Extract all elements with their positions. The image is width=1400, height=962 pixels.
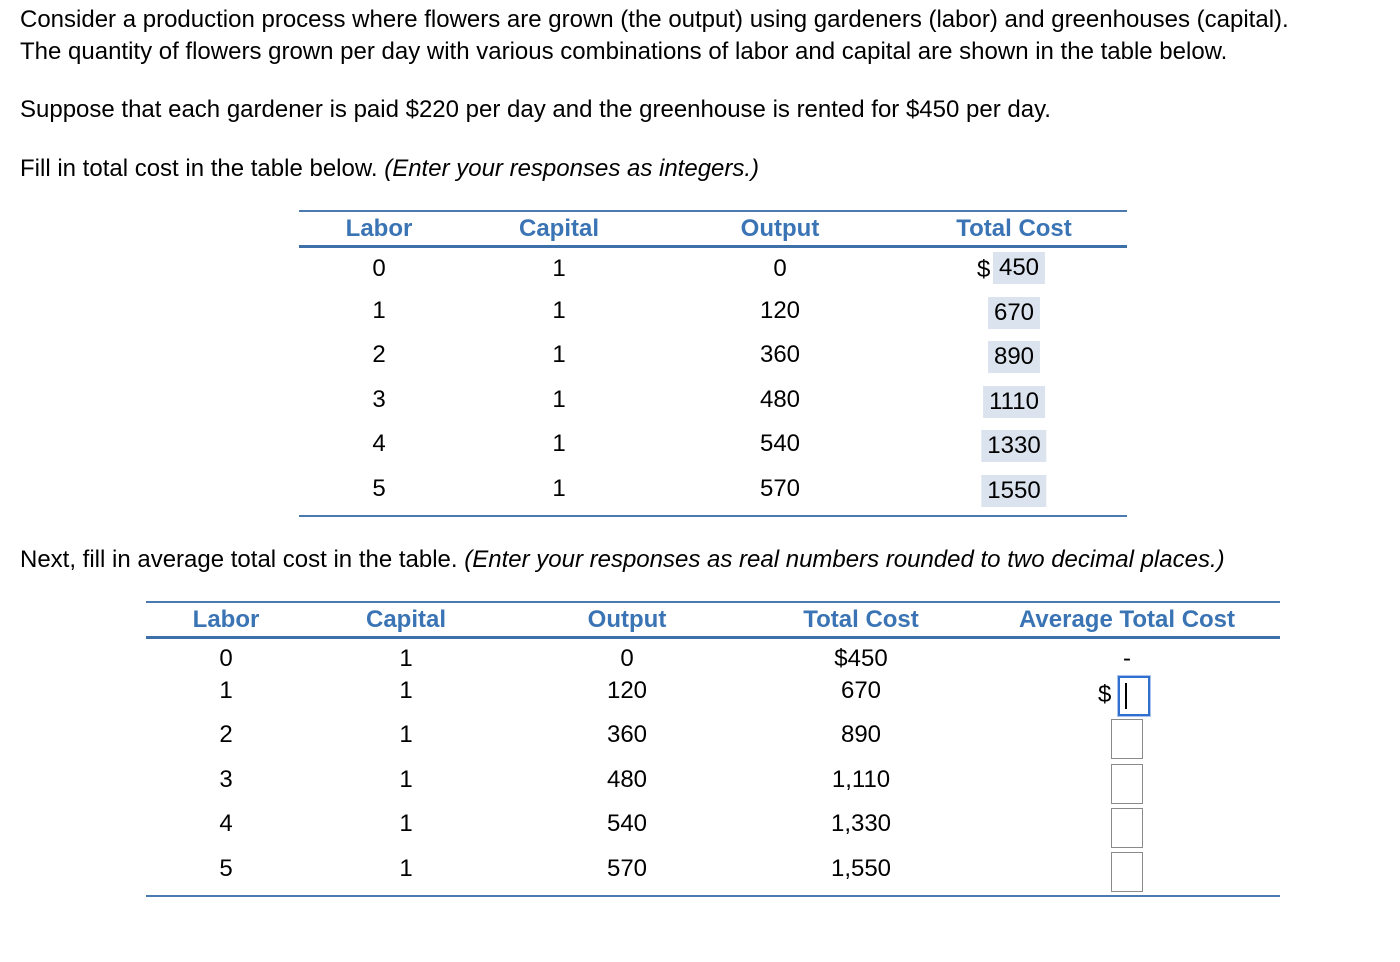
table-row-labor: 0 <box>372 255 386 282</box>
table-row-labor: 3 <box>219 766 233 793</box>
table-row-output: 360 <box>606 721 648 748</box>
total-cost-answer: 1330 <box>981 430 1046 462</box>
table-row-output: 120 <box>606 677 648 704</box>
table-row-capital: 1 <box>399 645 413 672</box>
table-bottom-rule <box>146 895 1280 897</box>
instruction-italic: (Enter your responses as real numbers rounded to two decimal places.) <box>464 546 1225 573</box>
header-total-cost: Total Cost <box>803 606 919 633</box>
table-row-labor: 4 <box>219 810 233 837</box>
table-bottom-rule <box>299 515 1127 517</box>
table-row-total-cost: 1,550 <box>830 855 892 882</box>
header-output: Output <box>740 215 820 242</box>
header-labor: Labor <box>345 215 413 242</box>
table-header-rule <box>146 636 1280 639</box>
table-row-total-cost: 1,330 <box>830 810 892 837</box>
table-top-rule <box>146 601 1280 603</box>
intro-line-1: Consider a production process where flowers are grown (the output) using gardeners (labor) and greenhouses (capital). <box>20 6 1289 33</box>
table-row-labor: 5 <box>219 855 233 882</box>
instruction-plain: Next, fill in average total cost in the table. <box>20 546 465 573</box>
cost-assumption: Suppose that each gardener is paid $220 per day and the greenhouse is rented for $450 per day. <box>20 96 1051 123</box>
total-cost-answer: 670 <box>988 297 1040 329</box>
table-row-output: 0 <box>620 645 634 672</box>
table-row-output: 480 <box>759 386 801 413</box>
intro-line-2: The quantity of flowers grown per day with various combinations of labor and capital are shown in the table below. <box>20 38 1228 65</box>
table-row-capital: 1 <box>552 475 566 502</box>
table-row-capital: 1 <box>399 810 413 837</box>
table-row-labor: 0 <box>219 645 233 672</box>
header-average-total-cost: Average Total Cost <box>1018 606 1236 633</box>
table-row-total-cost: $450 <box>834 645 888 672</box>
total-cost-answer: 450 <box>993 252 1045 284</box>
instruction-total-cost <box>20 153 759 185</box>
table-row-capital: 1 <box>399 721 413 748</box>
table-row-capital: 1 <box>552 386 566 413</box>
average-cost-input-labor-1[interactable] <box>1118 676 1150 716</box>
table-row-labor: 4 <box>372 430 386 457</box>
total-cost-answer: 1110 <box>983 386 1045 418</box>
table-row-total-cost: 670 <box>840 677 882 704</box>
instruction-plain: Fill in total cost in the table below. <box>20 155 385 182</box>
average-cost-input-labor-4[interactable] <box>1111 808 1143 848</box>
table-row-output: 540 <box>759 430 801 457</box>
table-row-capital: 1 <box>399 677 413 704</box>
table-row-total-cost: 890 <box>840 721 882 748</box>
table-row-output: 0 <box>773 255 787 282</box>
table-top-rule <box>299 210 1127 212</box>
table-row-labor: 1 <box>372 297 386 324</box>
table-header-rule <box>299 245 1127 248</box>
table-row-capital: 1 <box>552 430 566 457</box>
header-total-cost: Total Cost <box>956 215 1072 242</box>
average-cost-dash: - <box>1123 645 1131 672</box>
average-cost-input-labor-5[interactable] <box>1111 852 1143 892</box>
total-cost-table <box>299 210 1127 520</box>
dollar-sign: $ <box>977 256 991 283</box>
average-cost-input-labor-3[interactable] <box>1111 764 1143 804</box>
table-row-output: 120 <box>759 297 801 324</box>
table-row-output: 570 <box>759 475 801 502</box>
table-row-capital: 1 <box>552 297 566 324</box>
table-row-labor: 5 <box>372 475 386 502</box>
total-cost-answer: 890 <box>988 341 1040 373</box>
table-row-output: 360 <box>759 341 801 368</box>
table-row-output: 570 <box>606 855 648 882</box>
table-row-labor: 1 <box>219 677 233 704</box>
instruction-average-cost <box>20 544 1225 576</box>
table-row-total-cost: 1,110 <box>831 766 891 793</box>
table-row-capital: 1 <box>552 341 566 368</box>
table-row-labor: 2 <box>372 341 386 368</box>
header-capital: Capital <box>518 215 600 242</box>
average-total-cost-table <box>146 601 1280 899</box>
text-cursor <box>1125 683 1127 709</box>
table-row-labor: 3 <box>372 386 386 413</box>
table-row-labor: 2 <box>219 721 233 748</box>
header-output: Output <box>587 606 667 633</box>
table-row-capital: 1 <box>399 766 413 793</box>
table-row-output: 540 <box>606 810 648 837</box>
instruction-italic: (Enter your responses as integers.) <box>384 155 760 182</box>
table-row-capital: 1 <box>399 855 413 882</box>
dollar-sign: $ <box>1098 681 1112 708</box>
average-cost-input-labor-2[interactable] <box>1111 719 1143 759</box>
total-cost-answer: 1550 <box>981 475 1046 507</box>
table-row-capital: 1 <box>552 255 566 282</box>
header-capital: Capital <box>365 606 447 633</box>
table-row-output: 480 <box>606 766 648 793</box>
header-labor: Labor <box>192 606 260 633</box>
